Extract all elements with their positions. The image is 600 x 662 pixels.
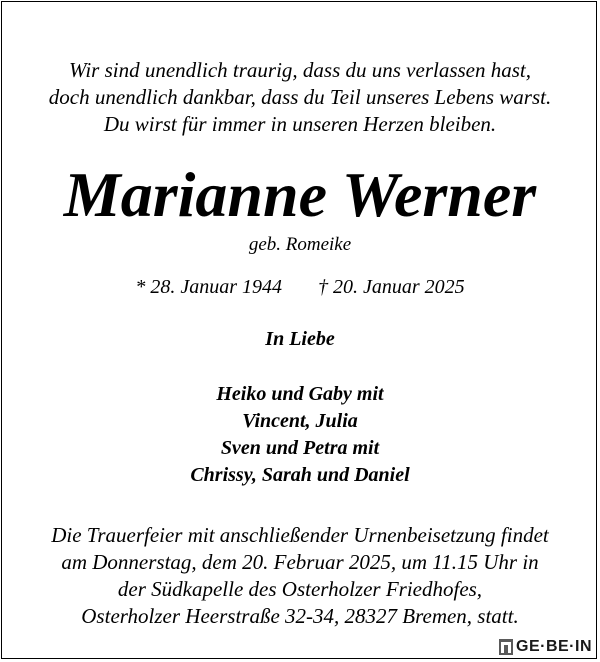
death-date: † 20. Januar 2025: [318, 276, 465, 298]
birth-date: * 28. Januar 1944: [135, 276, 282, 298]
service-line-3: der Südkapelle des Osterholzer Friedhofes,: [117, 577, 483, 601]
verse-line-3: Du wirst für immer in unseren Herzen bleiben.: [103, 112, 497, 136]
verse-line-2: doch unendlich dankbar, dass du Teil unseres Lebens warst.: [48, 85, 552, 109]
life-dates: [0, 274, 600, 300]
birth-name: geb. Romeike: [248, 234, 352, 255]
mourner-line-4: Chrissy, Sarah und Daniel: [190, 464, 410, 486]
mourner-line-1: Heiko und Gaby mit: [216, 383, 384, 405]
mourner-line-2: Vincent, Julia: [242, 410, 358, 432]
service-line-4: Osterholzer Heerstraße 32-34, 28327 Bremen, statt.: [81, 604, 519, 628]
logo-text: GE·BE·IN: [516, 638, 592, 655]
farewell-line: In Liebe: [265, 328, 335, 350]
verse-line-1: Wir sind unendlich traurig, dass du uns verlassen hast,: [68, 58, 531, 82]
service-line-1: Die Trauerfeier mit anschließender Urnenbeisetzung findet: [51, 523, 549, 547]
mourner-line-3: Sven und Petra mit: [220, 437, 380, 459]
publisher-logo: [499, 638, 592, 656]
gebein-mark-icon: [499, 639, 513, 655]
deceased-name: Marianne Werner: [63, 159, 537, 230]
service-line-2: am Donnerstag, dem 20. Februar 2025, um 11.15 Uhr in: [61, 550, 539, 574]
